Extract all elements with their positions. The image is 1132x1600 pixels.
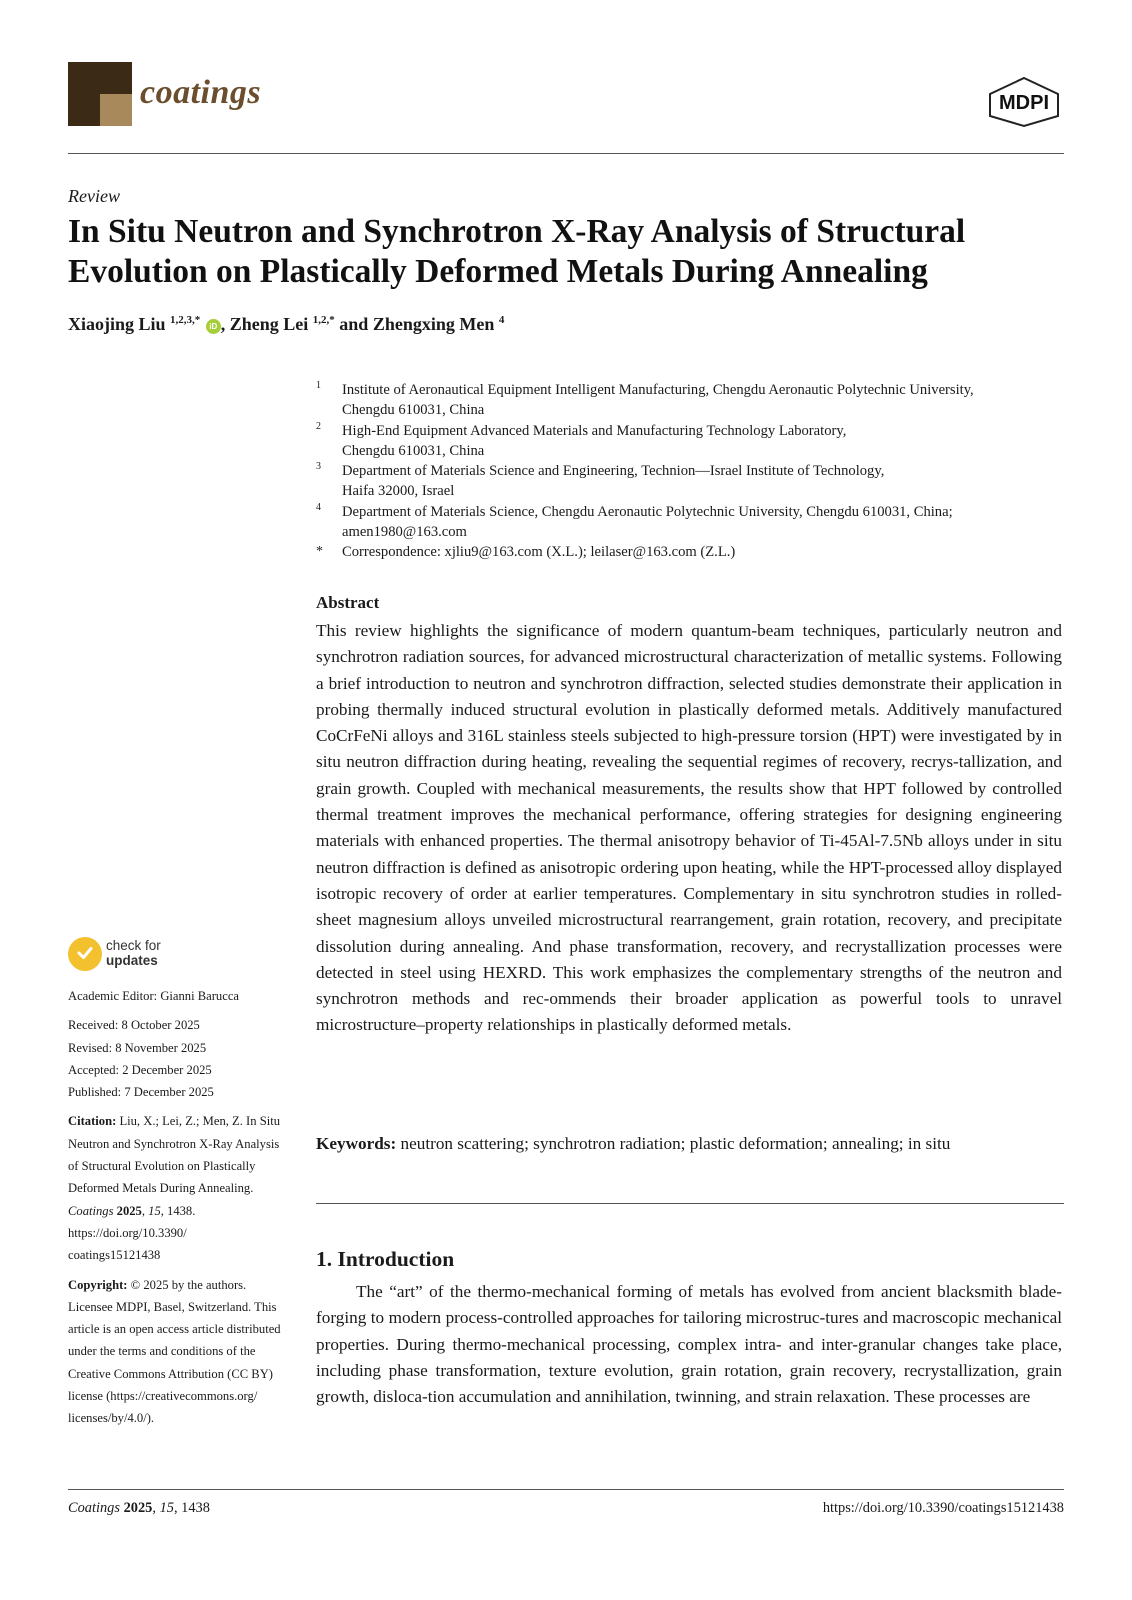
article-title: In Situ Neutron and Synchrotron X-Ray Analysis of Structural Evolution on Plastically Deformed Metals During Annealing bbox=[68, 213, 966, 290]
author-affiliation-marks: 1,2,* bbox=[312, 314, 335, 326]
copyright-text: © 2025 by the authors. Licensee MDPI, Basel, Switzerland. This article is an open access article distributed under the terms and conditions of the Creative Commons Attribution (CC BY) license (https://creativecommons.org/ licenses/by/4.0/). bbox=[68, 1277, 281, 1426]
mdpi-logo-icon bbox=[984, 76, 1064, 128]
article-info-sidebar bbox=[68, 985, 288, 1430]
footer-article: , 1438 bbox=[173, 1500, 210, 1516]
citation-journal: Coatings bbox=[68, 1203, 114, 1218]
citation: Citation: Liu, X.; Lei, Z.; Men, Z. In Situ Neutron and Synchrotron X-Ray Analysis of Structural Evolution on Plastically Deformed Metals During Annealing. Coatings 2025, 15, 1438. https://doi.org/10.3390/ coatings15121438 bbox=[68, 1114, 280, 1263]
check-for-updates-label[interactable]: updates bbox=[106, 953, 158, 968]
author-name: Zheng Lei bbox=[229, 314, 309, 334]
accepted-date: Accepted: 2 December 2025 bbox=[68, 1062, 212, 1077]
copyright-label: Copyright: bbox=[68, 1277, 128, 1292]
checkmark-icon bbox=[76, 944, 94, 962]
affiliation-line: Institute of Aeronautical Equipment Intelligent Manufacturing, Chengdu Aeronautic Polytechnic University, bbox=[342, 382, 974, 398]
citation-doi[interactable]: https://doi.org/10.3390/ bbox=[68, 1225, 187, 1240]
abstract-heading: Abstract bbox=[316, 593, 380, 612]
affiliation-item bbox=[316, 461, 1076, 502]
revised-date: Revised: 8 November 2025 bbox=[68, 1040, 207, 1055]
copyright bbox=[68, 1274, 288, 1430]
affiliation-number: 1 bbox=[316, 380, 321, 391]
orcid-icon[interactable]: iD bbox=[206, 319, 221, 334]
affiliation-list bbox=[316, 380, 1076, 563]
footer-divider bbox=[68, 1489, 1064, 1490]
author-name: Xiaojing Liu bbox=[68, 314, 166, 334]
citation-text: Liu, X.; Lei, Z.; Men, Z. In Situ Neutron and Synchrotron X-Ray Analysis of Structural Evolution on Plastically Deformed Metals During Annealing. bbox=[68, 1114, 280, 1196]
keywords-divider bbox=[316, 1203, 1064, 1204]
footer-journal: Coatings bbox=[68, 1500, 120, 1516]
affiliation-item bbox=[316, 421, 1076, 462]
citation-article: , 1438. bbox=[160, 1203, 196, 1218]
author-affiliation-marks: 1,2,3,* bbox=[170, 314, 201, 326]
affiliation-line: Department of Materials Science and Engineering, Technion—Israel Institute of Technology, bbox=[342, 463, 885, 480]
citation-year: 2025 bbox=[116, 1203, 142, 1218]
abstract-text: This review highlights the significance of modern quantum-beam techniques, particularly neutron and synchrotron radiation sources, for advanced microstructural characterization of metallic systems. Following a brief introduction to neutron and synchrotron diffraction, selected studies demonstrate their application in probing thermally induced structural evolution in plastically deformed metals. Additively manufactured CoCrFeNi alloys and 316L stainless steels subjected to high-pressure torsion (HPT) were investigated by in situ neutron diffraction during heating, revealing the sequential regimes of recovery, recrys-tallization, and grain growth. Coupled with mechanical measurements, the results show that HPT followed by controlled thermal treatment improves the mechanical performance, offering strategies for designing engineering materials with enhanced properties. The thermal anisotropy behavior of Ti-45Al-7.5Nb alloys under in situ neutron diffraction is defined as anisotropic ordering upon heating, while the HPT-processed alloy displayed isotropic recovery of order at earlier temperatures. Complementary in situ synchrotron studies in rolled-sheet magnesium alloys unveiled microstructural rearrangement, grain rotation, recovery, and precipitate dissolution during annealing. And phase transformation, recovery, and recrystallization processes were detected in steel using HEXRD. This work emphasizes the complementary strengths of the neutron and synchrotron methods and rec-ommends their broader application as powerful tools to unravel microstructure–property relationships in plastically deformed metals. bbox=[316, 621, 1062, 1035]
keywords bbox=[316, 1131, 1062, 1157]
affiliation-number: 2 bbox=[316, 420, 321, 432]
published-date: Published: 7 December 2025 bbox=[68, 1085, 214, 1100]
citation-label: Citation: bbox=[68, 1114, 117, 1129]
author-affiliation-marks: 4 bbox=[498, 314, 505, 326]
citation-volume: 15 bbox=[148, 1203, 161, 1218]
article-type: Review bbox=[68, 186, 120, 206]
footer-doi[interactable]: https://doi.org/10.3390/coatings15121438 bbox=[822, 1500, 1064, 1516]
citation-doi[interactable]: coatings15121438 bbox=[68, 1248, 161, 1263]
author-separator: , bbox=[220, 314, 230, 334]
author-separator: and bbox=[334, 314, 373, 334]
keywords-label: Keywords: bbox=[316, 1134, 397, 1153]
correspondence-line[interactable]: Correspondence: xjliu9@163.com (X.L.); leilaser@163.com (Z.L.) bbox=[342, 544, 736, 561]
correspondence-item bbox=[316, 542, 1076, 562]
section-heading: 1. Introduction bbox=[316, 1247, 455, 1271]
academic-editor: Academic Editor: Gianni Barucca bbox=[68, 989, 239, 1003]
affiliation-number: 3 bbox=[316, 461, 321, 473]
introduction-text: The “art” of the thermo-mechanical forming of metals has evolved from ancient blacksmith blade-forging to modern process-controlled approaches for tailoring microstruc-tures and macroscopic mechanical properties. During thermo-mechanical processing, complex intra- and inter-granular changes take place, including phase transformation, texture evolution, grain rotation, grain recovery, recrystallization, grain growth, disloca-tion accumulation and annihilation, twinning, and strain relaxation. These processes are bbox=[316, 1282, 1062, 1407]
author-name: Zhengxing Men bbox=[372, 314, 495, 334]
affiliation-line: High-End Equipment Advanced Materials and Manufacturing Technology Laboratory, bbox=[342, 422, 847, 439]
header-divider bbox=[68, 153, 1064, 154]
affiliation-item bbox=[316, 502, 1076, 543]
affiliation-line: Chengdu 610031, China bbox=[342, 402, 485, 419]
affiliation-item bbox=[316, 380, 1076, 421]
affiliation-email[interactable]: amen1980@163.com bbox=[342, 524, 467, 541]
footer-volume: 15 bbox=[159, 1500, 174, 1516]
keywords-text: neutron scattering; synchrotron radiation; plastic deformation; annealing; in situ bbox=[400, 1134, 951, 1153]
footer-year: 2025 bbox=[123, 1500, 153, 1516]
footer-citation: Coatings 2025, 15, 1438 bbox=[68, 1500, 210, 1516]
affiliation-line: Chengdu 610031, China bbox=[342, 442, 485, 459]
correspondence-mark: * bbox=[316, 544, 323, 560]
publisher-name: MDPI bbox=[999, 92, 1049, 114]
affiliation-line: Haifa 32000, Israel bbox=[342, 483, 455, 500]
journal-logo-icon bbox=[68, 62, 132, 126]
author-list bbox=[68, 314, 504, 335]
check-for-updates-label[interactable]: check for bbox=[106, 938, 161, 953]
affiliation-line: Department of Materials Science, Chengdu Aeronautic Polytechnic University, Chengdu 610031, China; bbox=[342, 503, 953, 520]
affiliation-number: 4 bbox=[316, 501, 321, 513]
journal-name: coatings bbox=[140, 74, 262, 111]
received-date: Received: 8 October 2025 bbox=[68, 1018, 200, 1033]
